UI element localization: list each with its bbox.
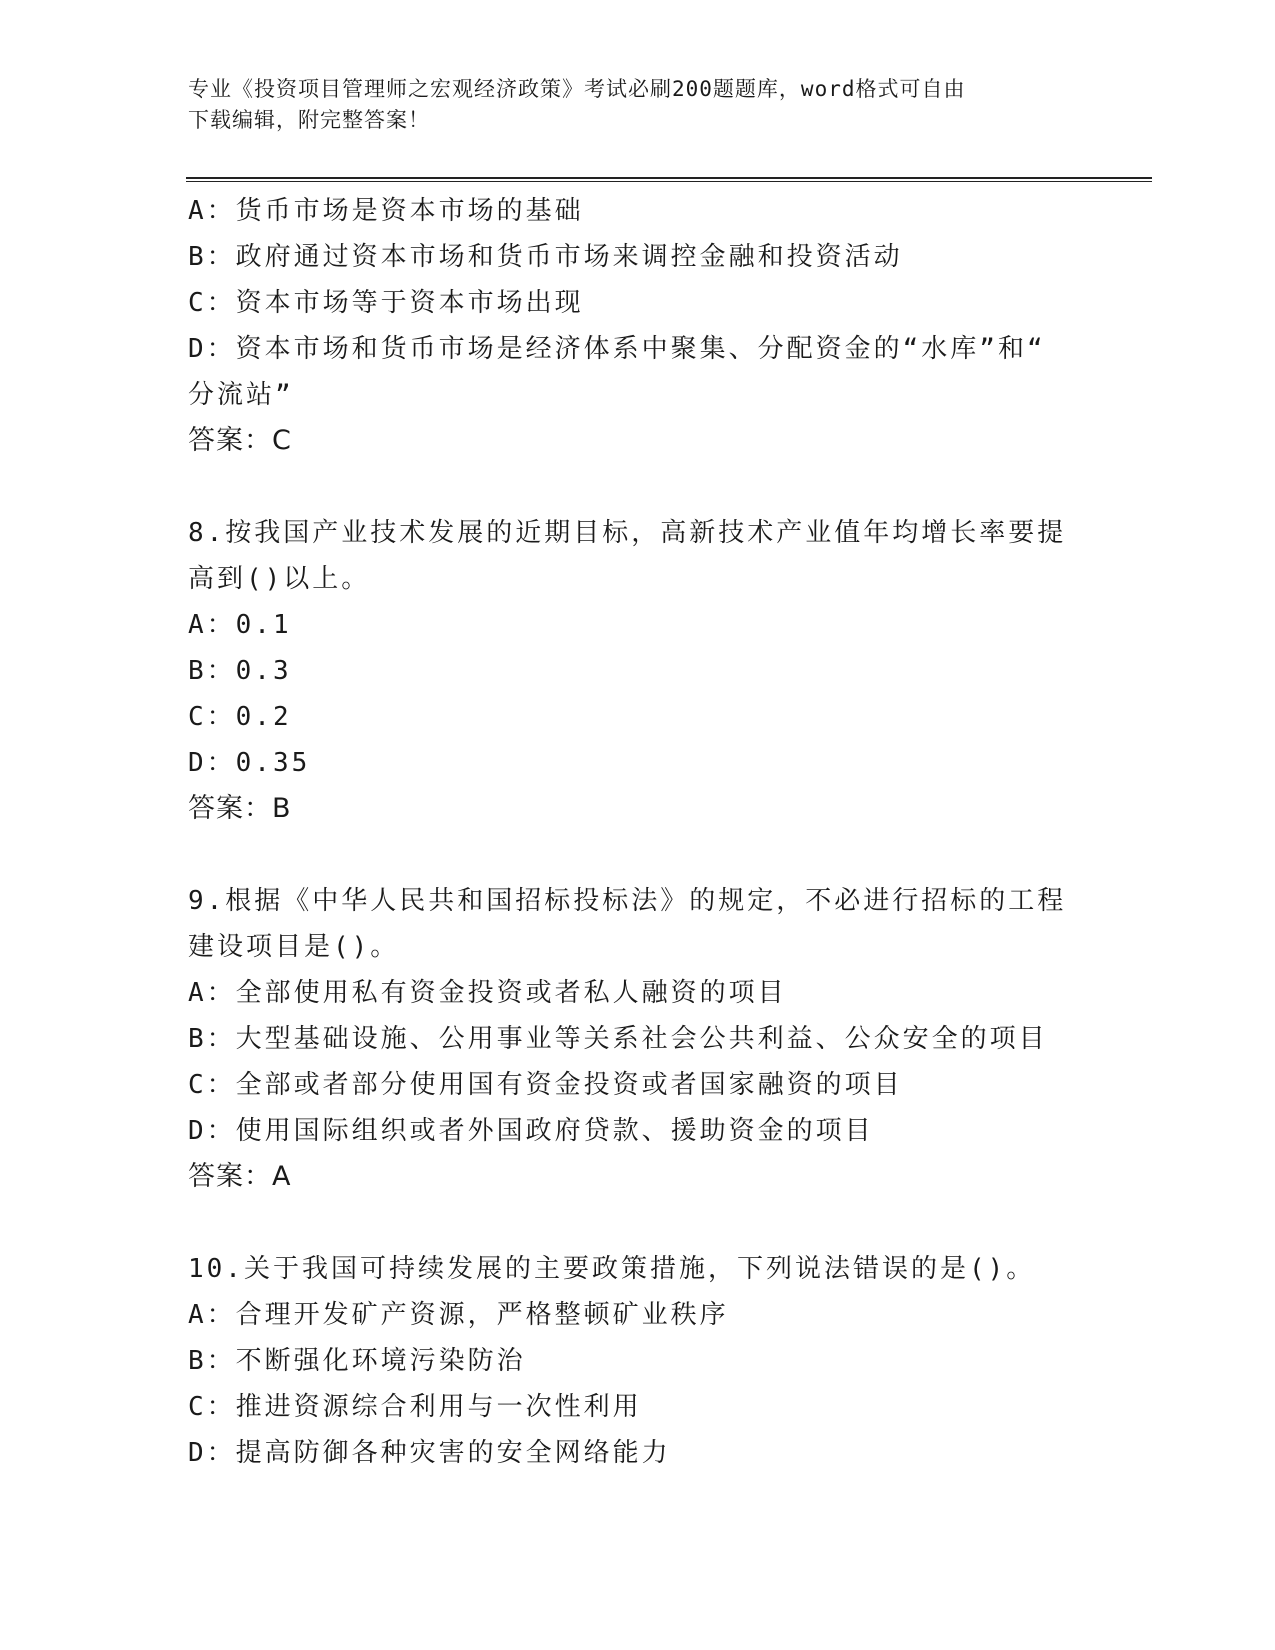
option-d: D：使用国际组织或者外国政府贷款、援助资金的项目	[188, 1116, 874, 1146]
option-d: D：0.35	[188, 748, 311, 778]
question-7-remainder	[188, 188, 1088, 464]
spacer	[188, 832, 1088, 878]
option-a: A：全部使用私有资金投资或者私人融资的项目	[188, 978, 787, 1008]
option-b: B：政府通过资本市场和货币市场来调控金融和投资活动	[188, 242, 903, 272]
question-content	[188, 188, 1088, 1476]
question-stem: 8.按我国产业技术发展的近期目标，高新技术产业值年均增长率要提	[188, 518, 1067, 548]
question-stem: 10.关于我国可持续发展的主要政策措施，下列说法错误的是()。	[188, 1254, 1036, 1284]
option-b: B：不断强化环境污染防治	[188, 1346, 526, 1376]
option-b: B：大型基础设施、公用事业等关系社会公共利益、公众安全的项目	[188, 1024, 1048, 1054]
option-a: A：合理开发矿产资源，严格整顿矿业秩序	[188, 1300, 729, 1330]
header-divider	[186, 177, 1152, 182]
option-d: D：资本市场和货币市场是经济体系中聚集、分配资金的“水库”和“	[188, 334, 1046, 364]
spacer	[188, 464, 1088, 510]
spacer	[188, 1200, 1088, 1246]
question-10	[188, 1246, 1088, 1476]
option-a: A：货币市场是资本市场的基础	[188, 196, 584, 226]
option-c: C：资本市场等于资本市场出现	[188, 288, 584, 318]
option-c: C：0.2	[188, 702, 292, 732]
option-d-continued: 分流站”	[188, 380, 294, 410]
document-intro	[188, 74, 1068, 136]
intro-line: 下载编辑，附完整答案！	[188, 108, 430, 132]
option-a: A：0.1	[188, 610, 292, 640]
answer-label: 答案：B	[188, 793, 292, 824]
intro-line: 专业《投资项目管理师之宏观经济政策》考试必刷200题题库，word格式可自由	[188, 77, 966, 101]
question-stem: 建设项目是()。	[188, 932, 400, 962]
option-b: B：0.3	[188, 656, 292, 686]
option-c: C：全部或者部分使用国有资金投资或者国家融资的项目	[188, 1070, 903, 1100]
answer-label: 答案：A	[188, 1161, 292, 1192]
option-c: C：推进资源综合利用与一次性利用	[188, 1392, 642, 1422]
question-9	[188, 878, 1088, 1200]
option-d: D：提高防御各种灾害的安全网络能力	[188, 1438, 671, 1468]
question-8	[188, 510, 1088, 832]
question-stem: 9.根据《中华人民共和国招标投标法》的规定，不必进行招标的工程	[188, 886, 1067, 916]
question-stem: 高到()以上。	[188, 564, 371, 594]
answer-label: 答案：C	[188, 425, 292, 456]
